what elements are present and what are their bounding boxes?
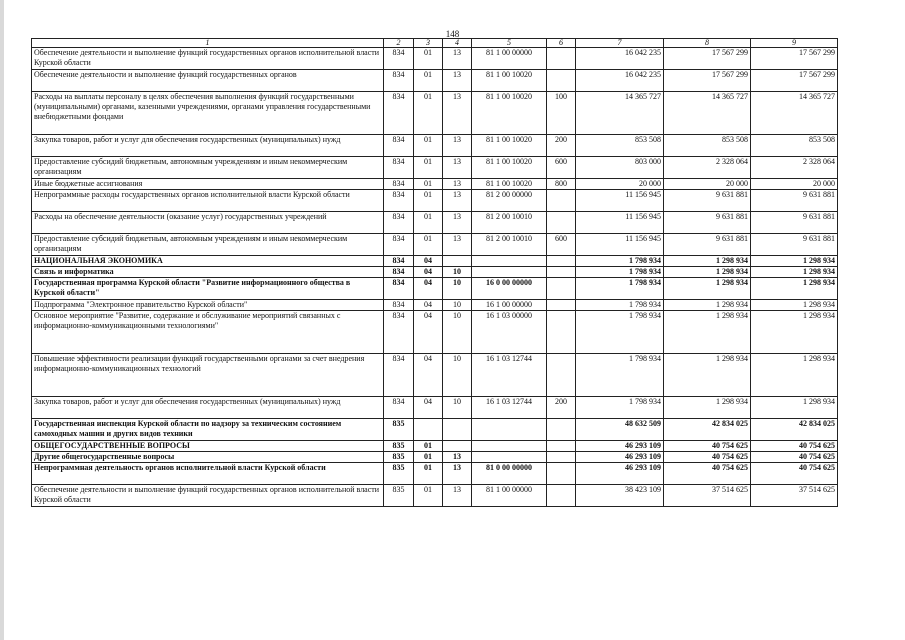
- subsection-code-cell: 10: [443, 311, 472, 354]
- amount-year3-cell: 1 298 934: [751, 256, 838, 267]
- target-article-cell: 16 1 00 00000: [472, 300, 547, 311]
- row-name-cell: Расходы на обеспечение деятельности (оказание услуг) государственных учреждений: [32, 212, 384, 234]
- amount-year3-cell: 1 298 934: [751, 354, 838, 397]
- amount-year2-cell: 2 328 064: [664, 157, 751, 179]
- section-code-cell: 01: [414, 441, 443, 452]
- subsection-code-cell: 13: [443, 190, 472, 212]
- expense-type-cell: [547, 463, 576, 485]
- amount-year3-cell: 17 567 299: [751, 70, 838, 92]
- expense-type-cell: [547, 190, 576, 212]
- expense-type-cell: [547, 311, 576, 354]
- admin-code-cell: 834: [384, 135, 414, 157]
- subsection-code-cell: 13: [443, 463, 472, 485]
- amount-year3-cell: 1 298 934: [751, 278, 838, 300]
- budget-table: [31, 38, 838, 507]
- amount-year1-cell: 1 798 934: [576, 300, 664, 311]
- amount-year2-cell: 17 567 299: [664, 70, 751, 92]
- expense-type-cell: [547, 267, 576, 278]
- section-code-cell: 04: [414, 397, 443, 419]
- expense-type-cell: [547, 212, 576, 234]
- section-code-cell: 04: [414, 354, 443, 397]
- amount-year1-cell: 38 423 109: [576, 485, 664, 507]
- expense-type-cell: 200: [547, 397, 576, 419]
- row-name-cell: Обеспечение деятельности и выполнение функций государственных органов исполнительной власти Курской области: [32, 48, 384, 70]
- row-name-cell: Государственная программа Курской области "Развитие информационного общества в Курской области": [32, 278, 384, 300]
- section-code-cell: 01: [414, 70, 443, 92]
- amount-year2-cell: 20 000: [664, 179, 751, 190]
- section-code-cell: [414, 419, 443, 441]
- header-cell: 5: [472, 39, 547, 48]
- page-number: 148: [445, 29, 460, 39]
- header-cell: 6: [547, 39, 576, 48]
- amount-year2-cell: 40 754 625: [664, 452, 751, 463]
- target-article-cell: 81 2 00 10010: [472, 212, 547, 234]
- admin-code-cell: 834: [384, 70, 414, 92]
- target-article-cell: 81 1 00 10020: [472, 70, 547, 92]
- admin-code-cell: 834: [384, 48, 414, 70]
- amount-year2-cell: 40 754 625: [664, 463, 751, 485]
- subsection-code-cell: 13: [443, 157, 472, 179]
- table-row: [32, 485, 838, 507]
- table-row: [32, 441, 838, 452]
- row-name-cell: ОБЩЕГОСУДАРСТВЕННЫЕ ВОПРОСЫ: [32, 441, 384, 452]
- expense-type-cell: [547, 256, 576, 267]
- amount-year1-cell: 1 798 934: [576, 311, 664, 354]
- admin-code-cell: 834: [384, 179, 414, 190]
- amount-year3-cell: 40 754 625: [751, 441, 838, 452]
- admin-code-cell: 834: [384, 190, 414, 212]
- section-code-cell: 01: [414, 179, 443, 190]
- row-name-cell: Другие общегосударственные вопросы: [32, 452, 384, 463]
- expense-type-cell: [547, 70, 576, 92]
- expense-type-cell: 600: [547, 234, 576, 256]
- expense-type-cell: [547, 419, 576, 441]
- amount-year1-cell: 46 293 109: [576, 463, 664, 485]
- section-code-cell: 01: [414, 157, 443, 179]
- target-article-cell: 16 1 03 12744: [472, 354, 547, 397]
- amount-year3-cell: 1 298 934: [751, 300, 838, 311]
- target-article-cell: 81 1 00 10020: [472, 157, 547, 179]
- header-cell: 1: [32, 39, 384, 48]
- amount-year3-cell: 1 298 934: [751, 267, 838, 278]
- amount-year1-cell: 853 508: [576, 135, 664, 157]
- target-article-cell: 81 1 00 10020: [472, 92, 547, 135]
- header-cell: 7: [576, 39, 664, 48]
- subsection-code-cell: 13: [443, 48, 472, 70]
- row-name-cell: Основное мероприятие "Развитие, содержание и обслуживание мероприятий связанных с информационно-коммуникационными технологиями": [32, 311, 384, 354]
- target-article-cell: 81 1 00 00000: [472, 485, 547, 507]
- expense-type-cell: [547, 354, 576, 397]
- table-row: [32, 190, 838, 212]
- table-row: [32, 354, 838, 397]
- table-row: [32, 70, 838, 92]
- table-row: [32, 311, 838, 354]
- expense-type-cell: [547, 441, 576, 452]
- header-cell: 8: [664, 39, 751, 48]
- amount-year2-cell: 853 508: [664, 135, 751, 157]
- amount-year1-cell: 46 293 109: [576, 441, 664, 452]
- table-row: [32, 267, 838, 278]
- amount-year3-cell: 1 298 934: [751, 311, 838, 354]
- admin-code-cell: 834: [384, 311, 414, 354]
- row-name-cell: Обеспечение деятельности и выполнение функций государственных органов: [32, 70, 384, 92]
- target-article-cell: 16 1 03 12744: [472, 397, 547, 419]
- amount-year1-cell: 11 156 945: [576, 212, 664, 234]
- table-row: [32, 452, 838, 463]
- table-row: [32, 278, 838, 300]
- amount-year3-cell: 9 631 881: [751, 190, 838, 212]
- target-article-cell: 81 1 00 00000: [472, 48, 547, 70]
- amount-year1-cell: 1 798 934: [576, 397, 664, 419]
- admin-code-cell: 834: [384, 300, 414, 311]
- admin-code-cell: 834: [384, 267, 414, 278]
- amount-year1-cell: 1 798 934: [576, 354, 664, 397]
- amount-year2-cell: 1 298 934: [664, 354, 751, 397]
- table-row: [32, 256, 838, 267]
- section-code-cell: 01: [414, 234, 443, 256]
- amount-year2-cell: 1 298 934: [664, 256, 751, 267]
- table-row: [32, 92, 838, 135]
- amount-year2-cell: 17 567 299: [664, 48, 751, 70]
- section-code-cell: 01: [414, 452, 443, 463]
- amount-year1-cell: 48 632 509: [576, 419, 664, 441]
- target-article-cell: 81 1 00 10020: [472, 135, 547, 157]
- table-row: [32, 397, 838, 419]
- amount-year1-cell: 16 042 235: [576, 70, 664, 92]
- amount-year3-cell: 37 514 625: [751, 485, 838, 507]
- subsection-code-cell: [443, 256, 472, 267]
- admin-code-cell: 835: [384, 452, 414, 463]
- row-name-cell: Связь и информатика: [32, 267, 384, 278]
- admin-code-cell: 834: [384, 278, 414, 300]
- header-cell: 3: [414, 39, 443, 48]
- amount-year2-cell: 40 754 625: [664, 441, 751, 452]
- amount-year1-cell: 20 000: [576, 179, 664, 190]
- amount-year2-cell: 1 298 934: [664, 397, 751, 419]
- subsection-code-cell: 13: [443, 92, 472, 135]
- row-name-cell: Закупка товаров, работ и услуг для обеспечения государственных (муниципальных) нужд: [32, 135, 384, 157]
- target-article-cell: [472, 452, 547, 463]
- table-row: [32, 48, 838, 70]
- section-code-cell: 04: [414, 278, 443, 300]
- amount-year2-cell: 1 298 934: [664, 267, 751, 278]
- amount-year1-cell: 803 000: [576, 157, 664, 179]
- row-name-cell: Подпрограмма "Электронное правительство Курской области": [32, 300, 384, 311]
- amount-year3-cell: 9 631 881: [751, 234, 838, 256]
- amount-year2-cell: 42 834 025: [664, 419, 751, 441]
- admin-code-cell: 834: [384, 157, 414, 179]
- amount-year2-cell: 1 298 934: [664, 278, 751, 300]
- expense-type-cell: 800: [547, 179, 576, 190]
- row-name-cell: Непрограммные расходы государственных органов исполнительной власти Курской области: [32, 190, 384, 212]
- table-row: [32, 463, 838, 485]
- expense-type-cell: 600: [547, 157, 576, 179]
- subsection-code-cell: 10: [443, 354, 472, 397]
- section-code-cell: 04: [414, 256, 443, 267]
- amount-year1-cell: 1 798 934: [576, 278, 664, 300]
- subsection-code-cell: 13: [443, 179, 472, 190]
- header-cell: 4: [443, 39, 472, 48]
- section-code-cell: 01: [414, 485, 443, 507]
- target-article-cell: 81 2 00 10010: [472, 234, 547, 256]
- expense-type-cell: 100: [547, 92, 576, 135]
- amount-year3-cell: 14 365 727: [751, 92, 838, 135]
- section-code-cell: 01: [414, 135, 443, 157]
- row-name-cell: Предоставление субсидий бюджетным, автономным учреждениям и иным некоммерческим организациям: [32, 234, 384, 256]
- expense-type-cell: 200: [547, 135, 576, 157]
- target-article-cell: [472, 267, 547, 278]
- row-name-cell: Предоставление субсидий бюджетным, автономным учреждениям и иным некоммерческим организациям: [32, 157, 384, 179]
- row-name-cell: Иные бюджетные ассигнования: [32, 179, 384, 190]
- admin-code-cell: 834: [384, 234, 414, 256]
- amount-year3-cell: 40 754 625: [751, 452, 838, 463]
- table-row: [32, 212, 838, 234]
- section-code-cell: 01: [414, 463, 443, 485]
- section-code-cell: 04: [414, 311, 443, 354]
- subsection-code-cell: 10: [443, 300, 472, 311]
- amount-year2-cell: 1 298 934: [664, 311, 751, 354]
- target-article-cell: [472, 419, 547, 441]
- target-article-cell: 81 1 00 10020: [472, 179, 547, 190]
- admin-code-cell: 835: [384, 485, 414, 507]
- amount-year1-cell: 1 798 934: [576, 267, 664, 278]
- target-article-cell: 81 0 00 00000: [472, 463, 547, 485]
- section-code-cell: 01: [414, 48, 443, 70]
- amount-year2-cell: 9 631 881: [664, 190, 751, 212]
- table-row: [32, 419, 838, 441]
- amount-year3-cell: 853 508: [751, 135, 838, 157]
- subsection-code-cell: 13: [443, 485, 472, 507]
- row-name-cell: НАЦИОНАЛЬНАЯ ЭКОНОМИКА: [32, 256, 384, 267]
- row-name-cell: Закупка товаров, работ и услуг для обеспечения государственных (муниципальных) нужд: [32, 397, 384, 419]
- amount-year2-cell: 1 298 934: [664, 300, 751, 311]
- header-cell: 2: [384, 39, 414, 48]
- expense-type-cell: [547, 452, 576, 463]
- subsection-code-cell: 10: [443, 278, 472, 300]
- subsection-code-cell: 13: [443, 70, 472, 92]
- row-name-cell: Непрограммная деятельность органов исполнительной власти Курской области: [32, 463, 384, 485]
- table-row: [32, 157, 838, 179]
- amount-year1-cell: 11 156 945: [576, 234, 664, 256]
- subsection-code-cell: 10: [443, 397, 472, 419]
- amount-year3-cell: 1 298 934: [751, 397, 838, 419]
- table-row: [32, 179, 838, 190]
- table-row: [32, 234, 838, 256]
- admin-code-cell: 835: [384, 419, 414, 441]
- amount-year3-cell: 17 567 299: [751, 48, 838, 70]
- section-code-cell: 01: [414, 92, 443, 135]
- amount-year1-cell: 1 798 934: [576, 256, 664, 267]
- amount-year3-cell: 9 631 881: [751, 212, 838, 234]
- amount-year2-cell: 9 631 881: [664, 212, 751, 234]
- admin-code-cell: 834: [384, 354, 414, 397]
- section-code-cell: 04: [414, 300, 443, 311]
- expense-type-cell: [547, 300, 576, 311]
- admin-code-cell: 834: [384, 397, 414, 419]
- expense-type-cell: [547, 48, 576, 70]
- subsection-code-cell: 13: [443, 234, 472, 256]
- expense-type-cell: [547, 278, 576, 300]
- amount-year1-cell: 11 156 945: [576, 190, 664, 212]
- amount-year3-cell: 20 000: [751, 179, 838, 190]
- row-name-cell: Расходы на выплаты персоналу в целях обеспечения выполнения функций государственными (муниципальными) органами, казенными учреждениями, органами управления государственными внебюджетными фондами: [32, 92, 384, 135]
- amount-year2-cell: 14 365 727: [664, 92, 751, 135]
- target-article-cell: 16 1 03 00000: [472, 311, 547, 354]
- section-code-cell: 01: [414, 190, 443, 212]
- target-article-cell: 16 0 00 00000: [472, 278, 547, 300]
- subsection-code-cell: 10: [443, 267, 472, 278]
- page-left-edge: [0, 0, 4, 640]
- amount-year1-cell: 46 293 109: [576, 452, 664, 463]
- subsection-code-cell: 13: [443, 135, 472, 157]
- subsection-code-cell: 13: [443, 212, 472, 234]
- amount-year3-cell: 2 328 064: [751, 157, 838, 179]
- subsection-code-cell: 13: [443, 452, 472, 463]
- amount-year2-cell: 37 514 625: [664, 485, 751, 507]
- expense-type-cell: [547, 485, 576, 507]
- target-article-cell: 81 2 00 00000: [472, 190, 547, 212]
- admin-code-cell: 835: [384, 463, 414, 485]
- table-row: [32, 300, 838, 311]
- row-name-cell: Обеспечение деятельности и выполнение функций государственных органов исполнительной власти Курской области: [32, 485, 384, 507]
- subsection-code-cell: [443, 441, 472, 452]
- amount-year2-cell: 9 631 881: [664, 234, 751, 256]
- admin-code-cell: 835: [384, 441, 414, 452]
- subsection-code-cell: [443, 419, 472, 441]
- section-code-cell: 04: [414, 267, 443, 278]
- section-code-cell: 01: [414, 212, 443, 234]
- amount-year1-cell: 16 042 235: [576, 48, 664, 70]
- target-article-cell: [472, 441, 547, 452]
- amount-year3-cell: 40 754 625: [751, 463, 838, 485]
- admin-code-cell: 834: [384, 92, 414, 135]
- table-header-row: [32, 39, 838, 48]
- table-row: [32, 135, 838, 157]
- row-name-cell: Повышение эффективности реализации функций государственными органами за счет внедрения информационно-коммуникационных технологий: [32, 354, 384, 397]
- row-name-cell: Государственная инспекция Курской области по надзору за техническим состоянием самоходных машин и других видов техники: [32, 419, 384, 441]
- header-cell: 9: [751, 39, 838, 48]
- admin-code-cell: 834: [384, 212, 414, 234]
- target-article-cell: [472, 256, 547, 267]
- amount-year3-cell: 42 834 025: [751, 419, 838, 441]
- admin-code-cell: 834: [384, 256, 414, 267]
- amount-year1-cell: 14 365 727: [576, 92, 664, 135]
